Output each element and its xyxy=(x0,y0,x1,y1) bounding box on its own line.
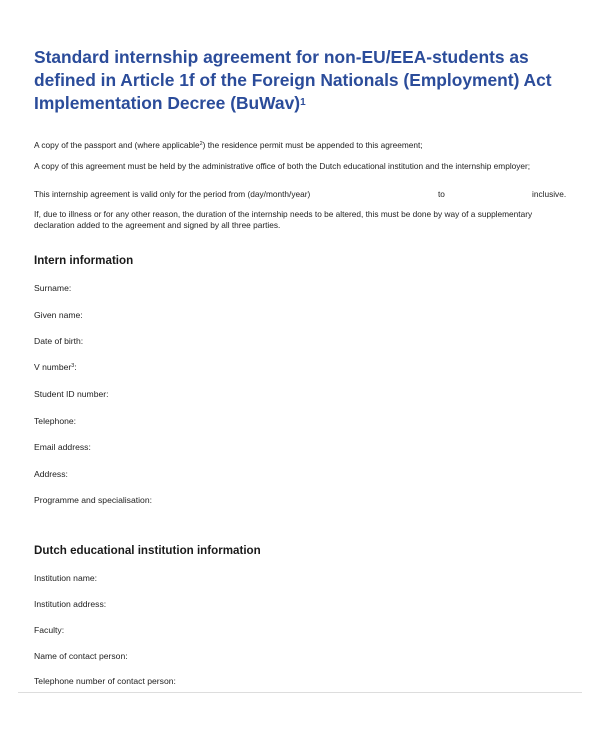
passport-text-end: ) the residence permit must be appended to this agreement; xyxy=(202,140,423,150)
validity-inclusive-text: inclusive. xyxy=(532,189,567,199)
validity-period-text xyxy=(34,189,574,200)
document-title xyxy=(34,46,579,115)
date-of-birth-label: Date of birth: xyxy=(34,336,84,346)
intern-information-heading: Intern information xyxy=(34,254,134,267)
dutch-institution-heading: Dutch educational institution information xyxy=(34,544,261,557)
v-number-footnote-marker: 3 xyxy=(71,363,75,369)
student-id-label: Student ID number: xyxy=(34,389,109,399)
v-number-colon: : xyxy=(74,362,77,372)
institution-address-label: Institution address: xyxy=(34,599,107,609)
address-label: Address: xyxy=(34,469,68,479)
passport-footnote-marker: 2 xyxy=(199,141,203,147)
document-title-text: Standard internship agreement for non-EU/EEA-students as defined in Article 1f of the Foreign Nationals (Employment) Act Implementation Decree (BuWav) xyxy=(34,47,552,113)
page-bottom-rule xyxy=(18,692,582,693)
email-address-label: Email address: xyxy=(34,442,91,452)
alteration-text: If, due to illness or for any other reason, the duration of the internship needs to be altered, this must be done by way of a supplementary declaration added to the agreement and signed by all three parties. xyxy=(34,209,533,230)
validity-to-text: to xyxy=(438,189,445,199)
programme-label: Programme and specialisation: xyxy=(34,495,152,505)
passport-requirement-text xyxy=(34,140,574,151)
telephone-label: Telephone: xyxy=(34,416,77,426)
institution-name-label: Institution name: xyxy=(34,573,98,583)
given-name-label: Given name: xyxy=(34,310,83,320)
validity-text: This internship agreement is valid only for the period from (day/month/year) xyxy=(34,189,311,199)
passport-text-start: A copy of the passport and (where applicable xyxy=(34,140,200,150)
v-number-text: V number xyxy=(34,362,72,372)
title-footnote-marker: 1 xyxy=(300,97,306,108)
surname-label: Surname: xyxy=(34,283,72,293)
contact-person-name-label: Name of contact person: xyxy=(34,651,128,661)
faculty-label: Faculty: xyxy=(34,625,65,635)
copy-held-text: A copy of this agreement must be held by the administrative office of both the Dutch educational institution and the internship employer; xyxy=(34,161,531,171)
v-number-label xyxy=(34,362,77,373)
contact-person-phone-label: Telephone number of contact person: xyxy=(34,676,176,686)
